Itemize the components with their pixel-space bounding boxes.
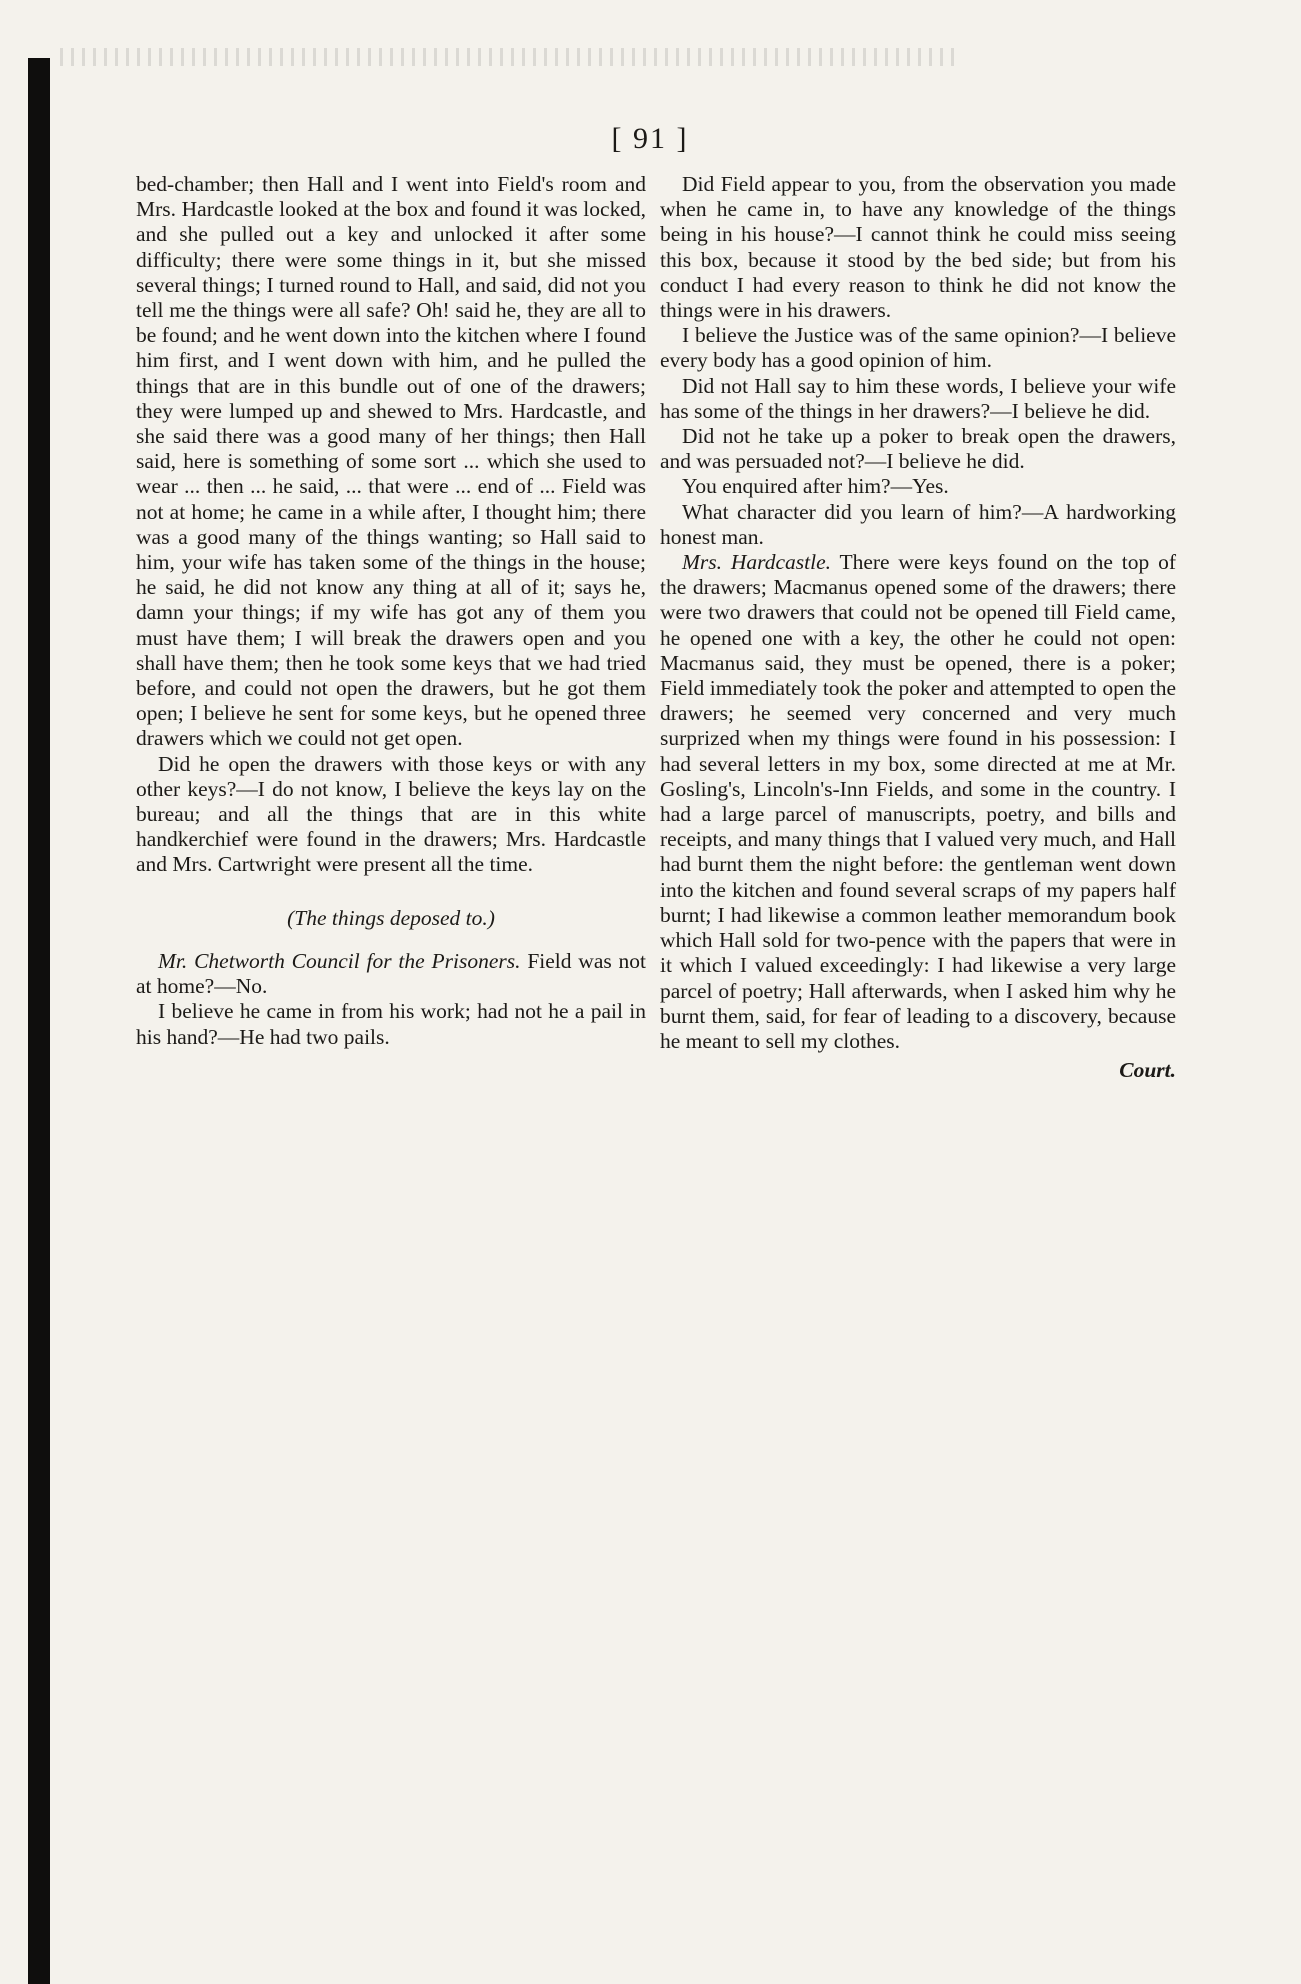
right-paragraph-hardcastle — [660, 550, 1176, 1054]
right-paragraph-1: Did Field appear to you, from the observation you made when he came in, to have any knowledge of the things being in his house?—I cannot think he could miss seeing this box, because it stood by the bed side; but from his conduct I had every reason to think he did not know the things were in his drawers. — [660, 172, 1176, 323]
page-number: [ 91 ] — [611, 122, 689, 155]
left-column — [136, 172, 646, 1050]
speaker-hardcastle: Mrs. Hardcastle. — [682, 550, 831, 575]
right-column — [660, 172, 1176, 1083]
right-paragraph-3: Did not Hall say to him these words, I believe your wife has some of the things in her drawers?—I believe he did. — [660, 373, 1176, 423]
right-paragraph-5: You enquired after him?—Yes. — [682, 474, 949, 499]
right-paragraph-4: Did not he take up a poker to break open the drawers, and was persuaded not?—I believe he did. — [660, 424, 1176, 474]
left-paragraph-2: Did he open the drawers with those keys or with any other keys?—I do not know, I believe the keys lay on the bureau; and all the things that are in this white handkerchief were found in the drawers; Mrs. Hardcastle and Mrs. Cartwright were present all the time. — [136, 751, 646, 877]
left-paragraph-counsel — [136, 949, 646, 999]
hardcastle-testimony: There were keys found on the top of the drawers; Macmanus opened some of the drawers; there were two drawers that could not be opened till Field came, he opened one with a key, the other he could not open: Macmanus said, they must be opened, there is a poker; Field immediately took the poker and attempted to open the drawers; he seemed very concerned and very much surprized when my things were found in his possession: I had several letters in my box, some directed at me at Mr. Gosling's, Lincoln's-Inn Fields, and some in the country. I had a large parcel of manuscripts, poetry, and bills and receipts, and many things that I valued very much, and Hall had burnt them the night before: the gentleman went down into the kitchen and found several scraps of my papers half burnt; I had likewise a common leather memorandum book which Hall sold for two-pence with the papers that were in it which I valued exceedingly: I had likewise a very large parcel of poetry; Hall afterwards, when I asked him why he burnt them, said, for fear of leading to a discovery, because he meant to sell my clothes. — [660, 550, 1176, 1053]
scan-dark-edge — [28, 58, 50, 1984]
speaker-counsel: Mr. Chetworth Council for the Prisoners. — [158, 948, 521, 973]
right-paragraph-6: What character did you learn of him?—A hardworking honest man. — [660, 499, 1176, 549]
counsel-question: Field was not at home?—No. — [136, 948, 647, 999]
things-deposed-note: (The things deposed to.) — [287, 905, 495, 930]
catchword: Court. — [1119, 1058, 1176, 1083]
left-paragraph-1: bed-chamber; then Hall and I went into Field's room and Mrs. Hardcastle looked at the box and found it was locked, and she pulled out a key and unlocked it after some difficulty; there were some things in it, but she missed several things; I turned round to Hall, and said, did not you tell me the things were all safe? Oh! said he, they are all to be found; and he went down into the kitchen where I found him first, and I went down with him, and he pulled the things that are in this bundle out of one of the drawers; they were lumped up and shewed to Mrs. Hardcastle, and she said there was a good many of her things; then Hall said, here is something of some sort ... which she used to wear ... then ... he said, ... that were ... end of ... Field was not at home; he came in a while after, I thought him; there was a good many of the things wanting; so Hall said to him, your wife has taken some of the things in the house; he said, he did not know any thing at all of it; says he, damn your things; if my wife has got any of them you must have them; I will break the drawers open and you shall have them; then he took some keys that we had tried before, and could not open the drawers, but he got them open; I believe he sent for some keys, but he opened three drawers which we could not get open. — [136, 172, 646, 751]
scan-top-noise — [60, 48, 960, 66]
left-paragraph-last: I believe he came in from his work; had not he a pail in his hand?—He had two pails. — [136, 999, 646, 1049]
right-paragraph-2: I believe the Justice was of the same opinion?—I believe every body has a good opinion of him. — [660, 323, 1176, 373]
